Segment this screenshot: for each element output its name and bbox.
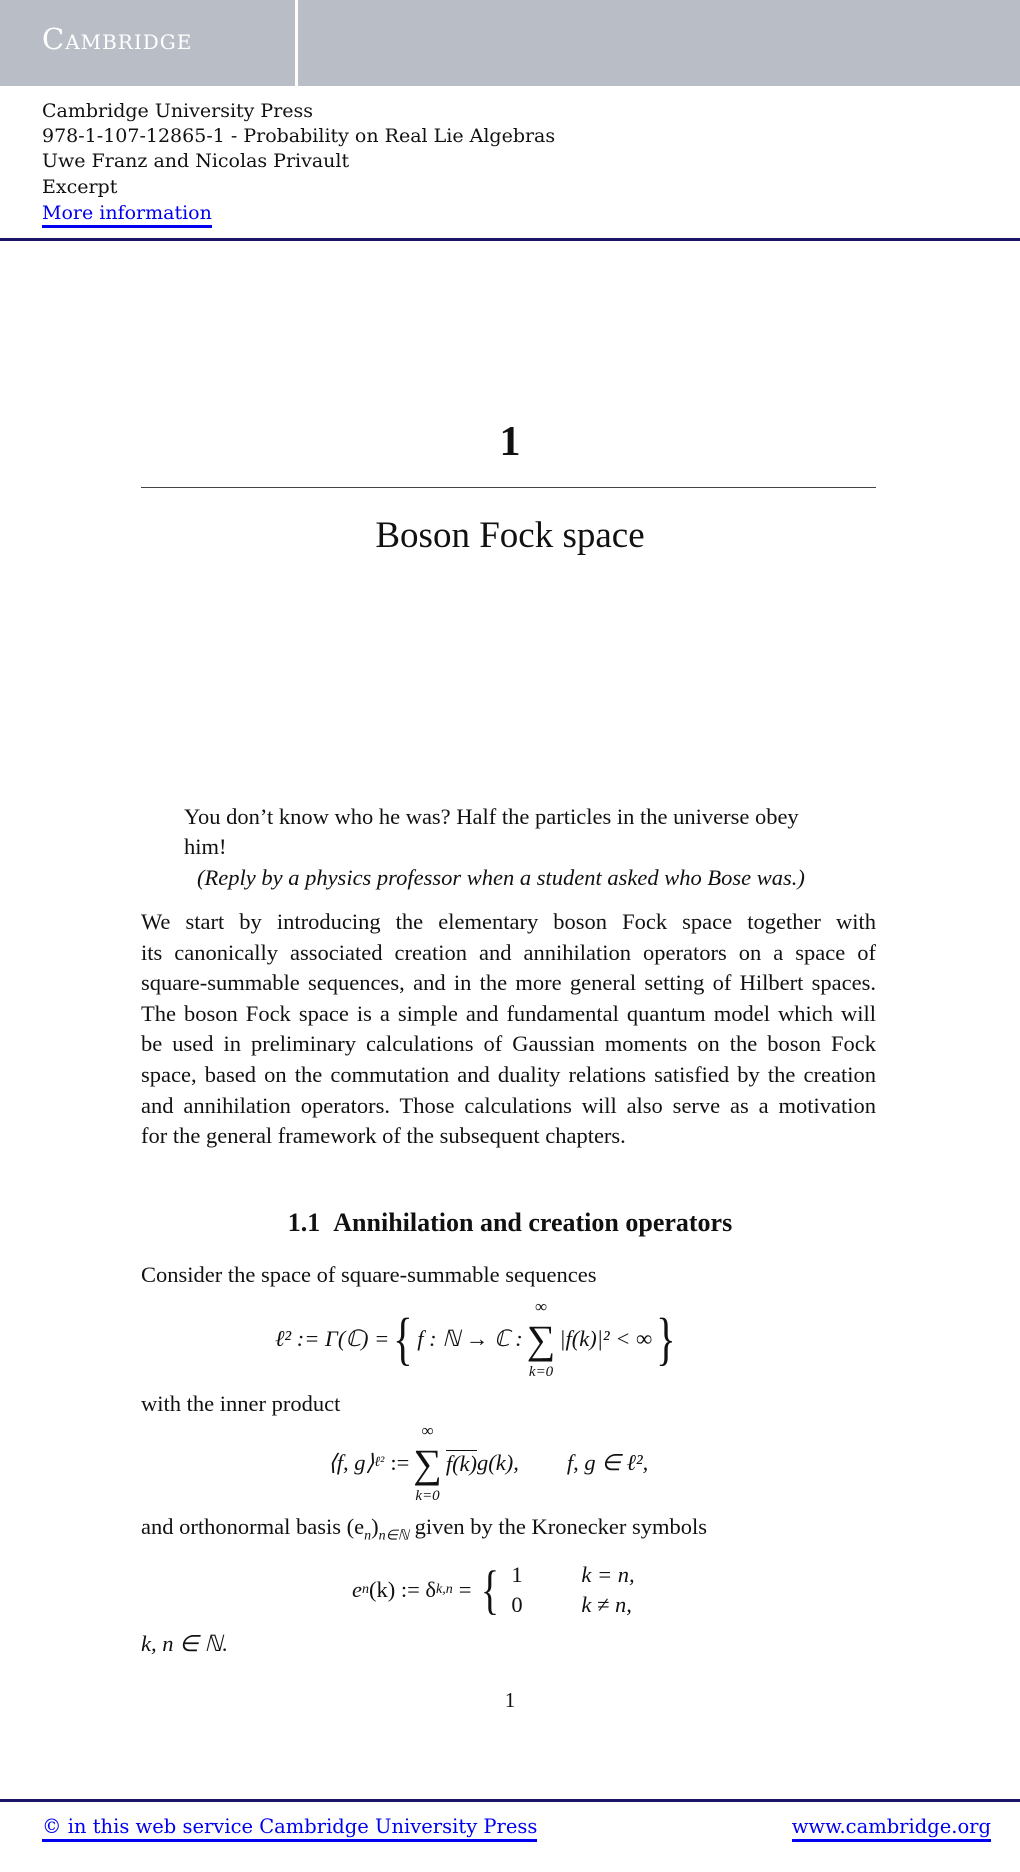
eq-lhs: ℓ² := Γ(ℂ) = bbox=[275, 1326, 390, 1351]
intro-paragraph bbox=[141, 907, 876, 1152]
section-heading bbox=[0, 1208, 1020, 1238]
case-value: 0 bbox=[511, 1592, 523, 1617]
epigraph-attribution: (Reply by a physics professor when a student asked who Bose was.) bbox=[197, 865, 805, 890]
equals: = bbox=[458, 1577, 472, 1602]
summation bbox=[413, 1421, 442, 1505]
eq-set: f : ℕ → ℂ : bbox=[417, 1326, 523, 1351]
text-span: and orthonormal basis (e bbox=[141, 1514, 365, 1539]
sum-upper: ∞ bbox=[421, 1421, 434, 1440]
text-span: given by the Kronecker symbols bbox=[408, 1514, 708, 1539]
subscript: n∈ℕ bbox=[378, 1528, 409, 1544]
page-number: 1 bbox=[504, 1688, 516, 1712]
sum-lower: k=0 bbox=[528, 1364, 554, 1380]
section-title: Annihilation and creation operators bbox=[333, 1208, 733, 1237]
eq-subscript: k,n bbox=[436, 1582, 453, 1597]
publisher-name: Cambridge University Press bbox=[42, 100, 314, 122]
body-text bbox=[141, 1512, 707, 1552]
assign-operator: := bbox=[390, 1450, 410, 1475]
epigraph-line: You don’t know who he was? Half the particles in the universe obey bbox=[184, 804, 799, 829]
paragraph-line: square-summable sequences, and in the more general setting of Hilbert spaces. bbox=[141, 970, 876, 996]
left-brace: { bbox=[481, 1560, 500, 1620]
sigma: ∑ bbox=[526, 1317, 556, 1362]
text-span: ) bbox=[371, 1514, 379, 1539]
case-condition: k = n, bbox=[581, 1562, 635, 1587]
body-text: with the inner product bbox=[141, 1391, 341, 1416]
paragraph-line: its canonically associated creation and annihilation operators on a space of bbox=[141, 939, 876, 965]
sum-upper: ∞ bbox=[534, 1297, 548, 1316]
subscript: n bbox=[364, 1528, 372, 1544]
case-value: 1 bbox=[511, 1562, 523, 1587]
eq-lhs-arg: (k) := δ bbox=[369, 1577, 437, 1602]
cases bbox=[511, 1562, 634, 1618]
sum-lower: k=0 bbox=[415, 1488, 440, 1504]
eq-lhs: e bbox=[352, 1577, 362, 1602]
chapter-title: Boson Fock space bbox=[375, 515, 645, 556]
eq-condition: f, g ∈ ℓ², bbox=[566, 1450, 649, 1475]
conjugate-term: f(k) bbox=[445, 1450, 478, 1476]
summation bbox=[527, 1297, 556, 1381]
paragraph-line: be used in preliminary calculations of Gaussian moments on the boson Fock bbox=[141, 1031, 876, 1057]
chapter-number: 1 bbox=[499, 419, 521, 465]
section-number: 1.1 bbox=[287, 1208, 321, 1237]
cambridge-logo: Cambridge bbox=[42, 22, 193, 56]
copyright-link[interactable]: © in this web service Cambridge University Press bbox=[42, 1815, 537, 1842]
paragraph-line: The boson Fock space is a simple and fundamental quantum model which will bbox=[141, 1000, 876, 1026]
epigraph-line: him! bbox=[184, 834, 227, 859]
eq-subscript: n bbox=[362, 1582, 369, 1597]
paragraph-line: We start by introducing the elementary boson Fock space together with bbox=[141, 909, 876, 934]
footer-rule bbox=[0, 1799, 1020, 1802]
eq-term: g(k), bbox=[477, 1450, 519, 1475]
equation-inner-product bbox=[328, 1421, 648, 1505]
eq-condition: |f(k)|² < ∞ bbox=[559, 1326, 653, 1351]
excerpt-label: Excerpt bbox=[42, 176, 118, 198]
body-text: k, n ∈ ℕ. bbox=[141, 1631, 228, 1656]
chapter-rule bbox=[141, 487, 876, 488]
authors: Uwe Franz and Nicolas Privault bbox=[42, 150, 350, 172]
paragraph-line: and annihilation operators. Those calculations will also serve as a motivation bbox=[141, 1092, 876, 1118]
paragraph-line: space, based on the commutation and duality relations satisfied by the creation bbox=[141, 1061, 876, 1087]
equation-kronecker bbox=[352, 1560, 635, 1620]
left-brace: { bbox=[393, 1306, 414, 1371]
eq-lhs: ⟨f, g⟩ bbox=[328, 1450, 375, 1475]
paragraph-line: for the general framework of the subsequent chapters. bbox=[141, 1123, 626, 1149]
sigma: ∑ bbox=[413, 1441, 442, 1486]
header-rule bbox=[0, 238, 1020, 241]
right-brace: } bbox=[656, 1306, 676, 1371]
body-text: Consider the space of square-summable sequences bbox=[141, 1262, 597, 1287]
case-condition: k ≠ n, bbox=[581, 1592, 632, 1617]
cambridge-website-link[interactable]: www.cambridge.org bbox=[792, 1815, 991, 1842]
more-information-link[interactable]: More information bbox=[42, 202, 212, 228]
header-divider bbox=[295, 0, 298, 86]
eq-subscript: ℓ² bbox=[374, 1455, 385, 1470]
equation-l2-definition bbox=[275, 1297, 680, 1381]
isbn-title: 978-1-107-12865-1 - Probability on Real Lie Algebras bbox=[42, 125, 556, 147]
